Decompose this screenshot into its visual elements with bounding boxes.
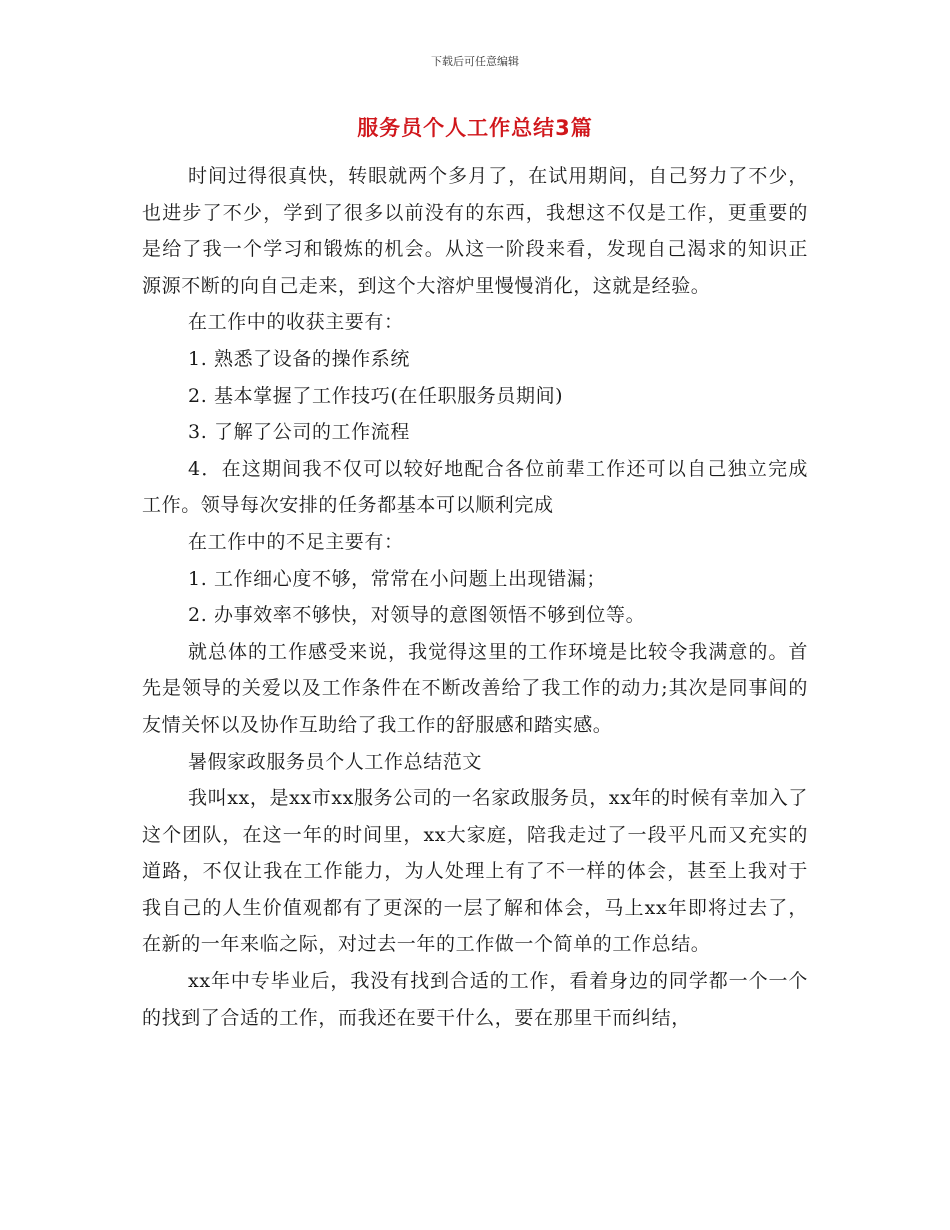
list-item-gain-4: 4．在这期间我不仅可以较好地配合各位前辈工作还可以自己独立完成工作。领导每次安排的任务都基本可以顺利完成 <box>142 457 808 517</box>
paragraph-gains-heading: 在工作中的收获主要有： <box>188 311 404 334</box>
document-title: 服务员个人工作总结3篇 <box>357 116 593 140</box>
list-item-gain-1: 1. 熟悉了设备的操作系统 <box>188 347 410 370</box>
paragraph-graduation: xx年中专毕业后，我没有找到合适的工作，看着身边的同学都一个一个的找到了合适的工作，而我还在要干什么，要在那里干而纠结， <box>142 970 808 1029</box>
list-item-gain-3: 3. 了解了公司的工作流程 <box>188 421 410 444</box>
paragraph-self-intro: 我叫xx，是xx市xx服务公司的一名家政服务员，xx年的时候有幸加入了这个团队，在这一年的时间里，xx大家庭，陪我走过了一段平凡而又充实的道路，不仅让我在工作能力，为人处理上有了不一样的体会，甚至上我对于我自己的人生价值观都有了更深的一层了解和体会，马上xx年即将过去了，在新的一年来临之际，对过去一年的工作做一个简单的工作总结。 <box>142 787 808 956</box>
paragraph-intro: 时间过得很真快，转眼就两个多月了，在试用期间，自己努力了不少，也进步了不少，学到了很多以前没有的东西，我想这不仅是工作，更重要的是给了我一个学习和锻炼的机会。从这一阶段来看，发现自己渴求的知识正源源不断的向自己走来，到这个大溶炉里慢慢消化，这就是经验。 <box>142 165 808 297</box>
header-note: 下载后可任意编辑 <box>431 55 519 68</box>
paragraph-shortcomings-heading: 在工作中的不足主要有： <box>188 530 404 553</box>
document-body <box>142 158 808 1036</box>
list-item-shortcoming-1: 1. 工作细心度不够，常常在小问题上出现错漏； <box>188 567 606 590</box>
list-item-gain-2: 2. 基本掌握了工作技巧(在任职服务员期间) <box>188 384 564 407</box>
section-heading: 暑假家政服务员个人工作总结范文 <box>188 750 483 773</box>
list-item-shortcoming-2: 2. 办事效率不够快，对领导的意图领悟不够到位等。 <box>188 604 646 627</box>
paragraph-overall-feeling: 就总体的工作感受来说，我觉得这里的工作环境是比较令我满意的。首先是领导的关爱以及工作条件在不断改善给了我工作的动力;其次是同事间的友情关怀以及协作互助给了我工作的舒服感和踏实感。 <box>142 640 808 736</box>
